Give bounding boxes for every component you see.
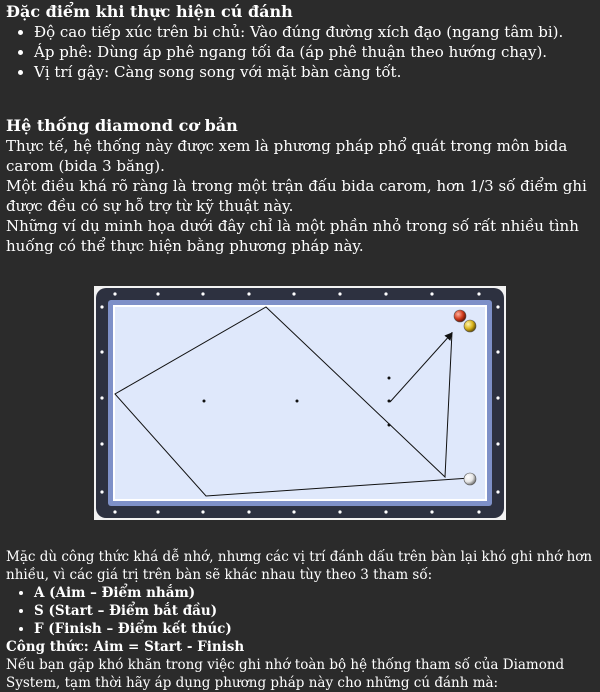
red-ball: [454, 310, 466, 322]
diamond-marker: [113, 292, 116, 295]
diamond-marker: [384, 510, 387, 513]
paragraph: Thực tế, hệ thống này được xem là phương pháp phổ quát trong môn bida carom (bida 3 băng).: [6, 137, 568, 175]
diamond-marker: [156, 292, 159, 295]
diamond-marker: [100, 350, 103, 353]
felt-spot: [388, 400, 391, 403]
diamond-marker: [247, 292, 250, 295]
felt-spot: [388, 377, 391, 380]
formula-line: Công thức: Aim = Start - Finish: [6, 639, 245, 655]
diamond-marker: [496, 442, 499, 445]
shot-features-list: [6, 22, 596, 82]
diamond-marker: [496, 396, 499, 399]
diamond-marker: [477, 292, 480, 295]
diamond-marker: [338, 292, 341, 295]
diamond-marker: [477, 510, 480, 513]
section-shot-features: [6, 2, 596, 82]
paragraph: Những ví dụ minh họa dưới đây chỉ là một phần nhỏ trong số rất nhiều tình huống có thể thực hiện bằng phương pháp này.: [6, 217, 579, 255]
diamond-marker: [100, 396, 103, 399]
billiard-table-diagram: [94, 286, 506, 520]
list-item: • Áp phê: Dùng áp phê ngang tối đa (áp phê thuận theo hướng chạy).: [34, 42, 596, 62]
list-item: • F (Finish – Điểm kết thúc): [34, 620, 596, 638]
diamond-marker: [292, 510, 295, 513]
diamond-marker: [100, 305, 103, 308]
diamond-marker: [384, 292, 387, 295]
billiard-table-svg: [94, 286, 506, 520]
paragraph-intro: Mặc dù công thức khá dễ nhớ, nhưng các vị trí đánh dấu trên bàn lại khó ghi nhớ hơn nhiều, vì các giá trị trên bàn sẽ khác nhau tùy theo 3 tham số:: [6, 549, 593, 583]
diamond-marker: [247, 510, 250, 513]
diamond-marker: [100, 442, 103, 445]
diamond-marker: [496, 350, 499, 353]
diamond-marker: [113, 510, 116, 513]
diamond-marker: [201, 510, 204, 513]
diamond-marker: [338, 510, 341, 513]
diamond-marker: [156, 510, 159, 513]
list-item: • Độ cao tiếp xúc trên bi chủ: Vào đúng đường xích đạo (ngang tâm bi).: [34, 22, 596, 42]
diamond-marker: [496, 305, 499, 308]
felt-spot: [296, 400, 299, 403]
diamond-marker: [292, 292, 295, 295]
white-cue-ball: [464, 473, 476, 485]
diamond-marker: [100, 490, 103, 493]
section-title-diamond-system: Hệ thống diamond cơ bản: [6, 116, 238, 135]
section-diamond-system: [6, 116, 596, 256]
yellow-ball: [464, 320, 476, 332]
diamond-marker: [496, 490, 499, 493]
diamond-marker: [201, 292, 204, 295]
section-formula: [6, 548, 596, 692]
table-felt: [114, 306, 486, 500]
felt-spot: [203, 400, 206, 403]
paragraph: Một điều khá rõ ràng là trong một trận đấu bida carom, hơn 1/3 số điểm ghi được đều có sự hỗ trợ từ kỹ thuật này.: [6, 177, 587, 215]
list-item: • S (Start – Điểm bắt đầu): [34, 602, 596, 620]
list-item: • Vị trí gậy: Càng song song với mặt bàn càng tốt.: [34, 62, 596, 82]
diamond-marker: [430, 292, 433, 295]
diamond-marker: [430, 510, 433, 513]
parameters-list: [6, 584, 596, 638]
section-title-shot-features: Đặc điểm khi thực hiện cú đánh: [6, 2, 293, 21]
paragraph-outro: Nếu bạn gặp khó khăn trong việc ghi nhớ toàn bộ hệ thống tham số của Diamond System, tạm thời hãy áp dụng phương pháp này cho những cú đánh mà:: [6, 657, 565, 691]
list-item: • A (Aim – Điểm nhắm): [34, 584, 596, 602]
